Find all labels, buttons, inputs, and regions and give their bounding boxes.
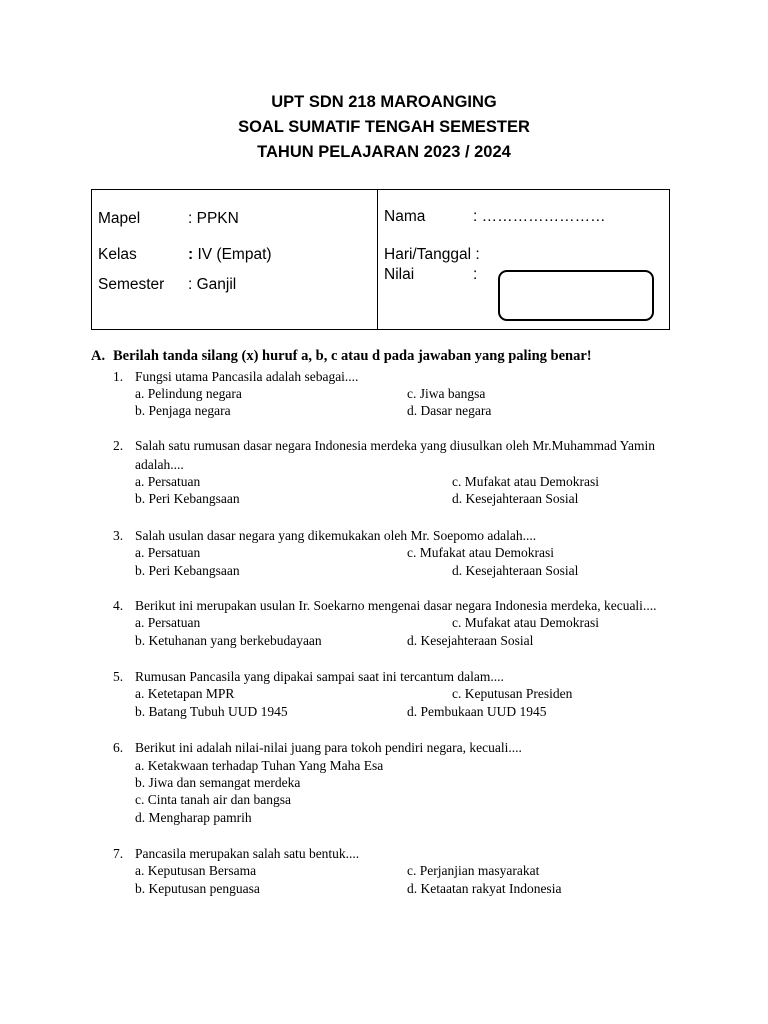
question-text-continued: adalah.... [135,457,184,472]
mapel-value: : PPKN [188,210,239,227]
student-info-box [91,189,670,330]
option-c[interactable]: c. Mufakat atau Demokrasi [452,615,599,630]
info-divider [377,190,378,329]
option-d[interactable]: d. Mengharap pamrih [135,810,252,825]
option-d[interactable]: d. Pembukaan UUD 1945 [407,704,547,719]
question-text: Pancasila merupakan salah satu bentuk.... [135,846,360,861]
option-c[interactable]: c. Cinta tanah air dan bangsa [135,792,291,807]
option-d[interactable]: d. Ketaatan rakyat Indonesia [407,881,562,896]
question-number: 6. [113,740,124,755]
section-letter: A. [91,348,106,364]
section-title [91,348,592,365]
option-b[interactable]: b. Ketuhanan yang berkebudayaan [135,633,322,648]
option-a[interactable]: a. Ketakwaan terhadap Tuhan Yang Maha Esa [135,758,384,773]
section-instruction: Berilah tanda silang (x) huruf a, b, c atau d pada jawaban yang paling benar! [113,348,592,364]
option-c[interactable]: c. Keputusan Presiden [452,686,573,701]
kelas-label: Kelas [98,246,137,263]
nilai-label: Nilai [384,266,415,283]
question-number: 3. [113,528,124,543]
question-text: Rumusan Pancasila yang dipakai sampai saat ini tercantum dalam.... [135,669,504,684]
option-d[interactable]: d. Kesejahteraan Sosial [452,563,579,578]
option-d[interactable]: d. Kesejahteraan Sosial [407,633,534,648]
kelas-colon: : [188,246,194,263]
option-a[interactable]: a. Persatuan [135,545,201,560]
semester-label: Semester [98,276,165,293]
option-a[interactable]: a. Pelindung negara [135,386,242,401]
option-b[interactable]: b. Penjaga negara [135,403,231,418]
hari-tanggal-label: Hari/Tanggal : [384,246,480,263]
question-number: 1. [113,369,124,384]
question-text: Berikut ini adalah nilai-nilai juang para tokoh pendiri negara, kecuali.... [135,740,522,755]
question-text: Fungsi utama Pancasila adalah sebagai.... [135,369,359,384]
option-d[interactable]: d. Kesejahteraan Sosial [452,491,579,506]
question-number: 7. [113,846,124,861]
option-c[interactable]: c. Perjanjian masyarakat [407,863,540,878]
option-d[interactable]: d. Dasar negara [407,403,492,418]
kelas-text: IV (Empat) [193,246,272,263]
option-b[interactable]: b. Keputusan penguasa [135,881,260,896]
nama-field[interactable]: : …………………… [473,208,606,225]
exam-title: SOAL SUMATIF TENGAH SEMESTER [238,118,530,136]
question-number: 2. [113,438,124,453]
option-a[interactable]: a. Persatuan [135,615,201,630]
score-box[interactable] [498,270,654,321]
question-number: 4. [113,598,124,613]
option-a[interactable]: a. Persatuan [135,474,201,489]
option-a[interactable]: a. Ketetapan MPR [135,686,235,701]
option-c[interactable]: c. Mufakat atau Demokrasi [452,474,599,489]
question-text: Berikut ini merupakan usulan Ir. Soekarno mengenai dasar negara Indonesia merdeka, kecuali.... [135,598,657,613]
option-b[interactable]: b. Batang Tubuh UUD 1945 [135,704,288,719]
option-a[interactable]: a. Keputusan Bersama [135,863,257,878]
academic-year: TAHUN PELAJARAN 2023 / 2024 [257,143,511,161]
nilai-colon: : [473,266,478,283]
question-text: Salah usulan dasar negara yang dikemukakan oleh Mr. Soepomo adalah.... [135,528,537,543]
kelas-value [188,246,272,264]
mapel-label: Mapel [98,210,141,227]
option-b[interactable]: b. Peri Kebangsaan [135,563,240,578]
question-text: Salah satu rumusan dasar negara Indonesia merdeka yang diusulkan oleh Mr.Muhammad Yamin [135,438,656,453]
school-name: UPT SDN 218 MAROANGING [271,93,497,111]
option-b[interactable]: b. Jiwa dan semangat merdeka [135,775,301,790]
nama-label: Nama [384,208,426,225]
option-c[interactable]: c. Jiwa bangsa [407,386,486,401]
question-number: 5. [113,669,124,684]
option-c[interactable]: c. Mufakat atau Demokrasi [407,545,554,560]
option-b[interactable]: b. Peri Kebangsaan [135,491,240,506]
semester-value: : Ganjil [188,276,237,293]
